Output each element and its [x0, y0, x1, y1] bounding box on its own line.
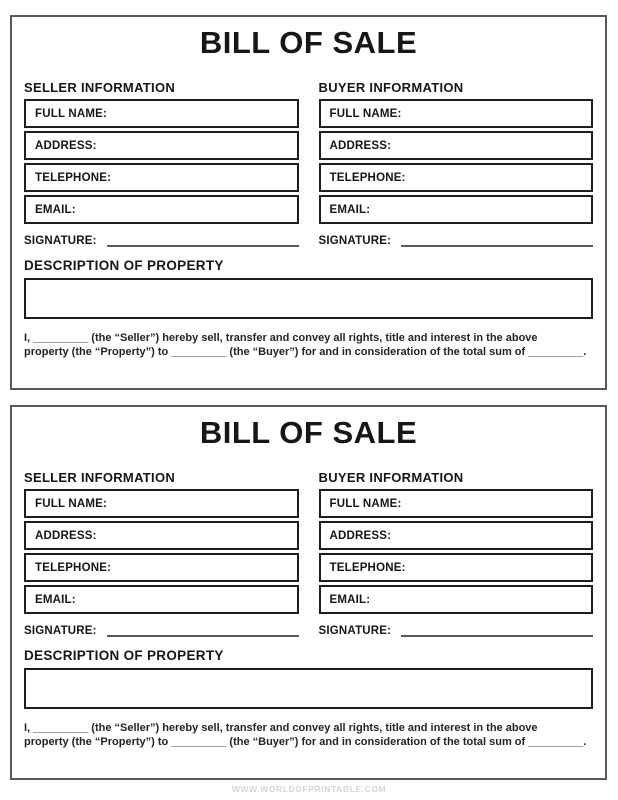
- field-row-email: [24, 195, 299, 224]
- full-name-label: FULL NAME:: [35, 107, 108, 120]
- full-name-input-area[interactable]: [107, 101, 296, 126]
- buyer-heading: BUYER INFORMATION: [318, 470, 464, 485]
- signature-label: SIGNATURE:: [24, 235, 97, 247]
- buyer-signature-row: [319, 621, 594, 637]
- buyer-section: [319, 81, 594, 247]
- form-title: BILL OF SALE: [199, 25, 418, 60]
- seller-heading: SELLER INFORMATION: [24, 470, 176, 485]
- telephone-input-area[interactable]: [111, 555, 296, 580]
- bill-of-sale-form-bottom: [10, 405, 607, 780]
- seller-signature-row: [24, 621, 299, 637]
- seller-heading: SELLER INFORMATION: [24, 80, 176, 95]
- description-heading: DESCRIPTION OF PROPERTY: [24, 648, 224, 663]
- email-label: EMAIL:: [329, 203, 371, 216]
- field-row-address: [24, 131, 299, 160]
- description-input-box[interactable]: [24, 668, 593, 709]
- telephone-input-area[interactable]: [406, 555, 591, 580]
- form-title: BILL OF SALE: [199, 415, 418, 450]
- address-input-area[interactable]: [97, 523, 297, 548]
- address-label: ADDRESS:: [35, 529, 97, 542]
- field-row-full-name: [319, 489, 594, 518]
- signature-label: SIGNATURE:: [318, 235, 392, 247]
- seller-signature-line[interactable]: [107, 624, 299, 637]
- address-label: ADDRESS:: [35, 139, 97, 152]
- telephone-label: TELEPHONE:: [329, 561, 406, 574]
- telephone-label: TELEPHONE:: [35, 561, 112, 574]
- seller-signature-line[interactable]: [107, 234, 299, 247]
- email-input-area[interactable]: [76, 587, 297, 612]
- field-row-full-name: [24, 489, 299, 518]
- full-name-label: FULL NAME:: [329, 107, 402, 120]
- bill-of-sale-form-top: [10, 15, 607, 390]
- party-columns: [24, 81, 593, 247]
- seller-section: [24, 81, 299, 247]
- email-label: EMAIL:: [35, 593, 76, 606]
- field-row-telephone: [319, 163, 594, 192]
- buyer-signature-row: [319, 231, 594, 247]
- email-input-area[interactable]: [370, 587, 591, 612]
- full-name-input-area[interactable]: [107, 491, 296, 516]
- field-row-telephone: [24, 163, 299, 192]
- email-input-area[interactable]: [76, 197, 297, 222]
- field-row-email: [319, 195, 594, 224]
- address-input-area[interactable]: [391, 133, 591, 158]
- field-row-telephone: [24, 553, 299, 582]
- field-row-address: [24, 521, 299, 550]
- description-input-box[interactable]: [24, 278, 593, 319]
- field-row-address: [319, 521, 594, 550]
- telephone-label: TELEPHONE:: [329, 171, 406, 184]
- field-row-telephone: [319, 553, 594, 582]
- description-heading: DESCRIPTION OF PROPERTY: [24, 258, 224, 273]
- field-row-email: [24, 585, 299, 614]
- party-columns: [24, 471, 593, 637]
- email-input-area[interactable]: [370, 197, 591, 222]
- full-name-input-area[interactable]: [402, 101, 591, 126]
- field-row-email: [319, 585, 594, 614]
- full-name-input-area[interactable]: [402, 491, 591, 516]
- telephone-input-area[interactable]: [111, 165, 296, 190]
- legal-text: [24, 722, 593, 749]
- field-row-address: [319, 131, 594, 160]
- address-input-area[interactable]: [391, 523, 591, 548]
- seller-signature-row: [24, 231, 299, 247]
- legal-text-line-2: property (the “Property”) to _________ (the “Buyer”) for and in consideration of the total sum of _________.: [24, 345, 587, 358]
- address-label: ADDRESS:: [329, 139, 392, 152]
- full-name-label: FULL NAME:: [329, 497, 402, 510]
- address-input-area[interactable]: [97, 133, 297, 158]
- buyer-signature-line[interactable]: [401, 234, 593, 247]
- legal-text-line-2: property (the “Property”) to _________ (the “Buyer”) for and in consideration of the total sum of _________.: [24, 735, 587, 748]
- email-label: EMAIL:: [35, 203, 76, 216]
- buyer-section: [319, 471, 594, 637]
- full-name-label: FULL NAME:: [35, 497, 108, 510]
- buyer-signature-line[interactable]: [401, 624, 593, 637]
- buyer-heading: BUYER INFORMATION: [318, 80, 464, 95]
- field-row-full-name: [24, 99, 299, 128]
- legal-text-line-1: I, _________ (the “Seller”) hereby sell, transfer and convey all rights, title and interest in the above: [24, 722, 538, 734]
- telephone-input-area[interactable]: [406, 165, 591, 190]
- field-row-full-name: [319, 99, 594, 128]
- legal-text: [24, 332, 593, 359]
- seller-section: [24, 471, 299, 637]
- signature-label: SIGNATURE:: [318, 625, 392, 637]
- footer-watermark: WWW.WORLDOFPRINTABLE.COM: [231, 784, 387, 794]
- signature-label: SIGNATURE:: [24, 625, 97, 637]
- telephone-label: TELEPHONE:: [35, 171, 112, 184]
- address-label: ADDRESS:: [329, 529, 392, 542]
- legal-text-line-1: I, _________ (the “Seller”) hereby sell, transfer and convey all rights, title and interest in the above: [24, 332, 538, 344]
- email-label: EMAIL:: [329, 593, 371, 606]
